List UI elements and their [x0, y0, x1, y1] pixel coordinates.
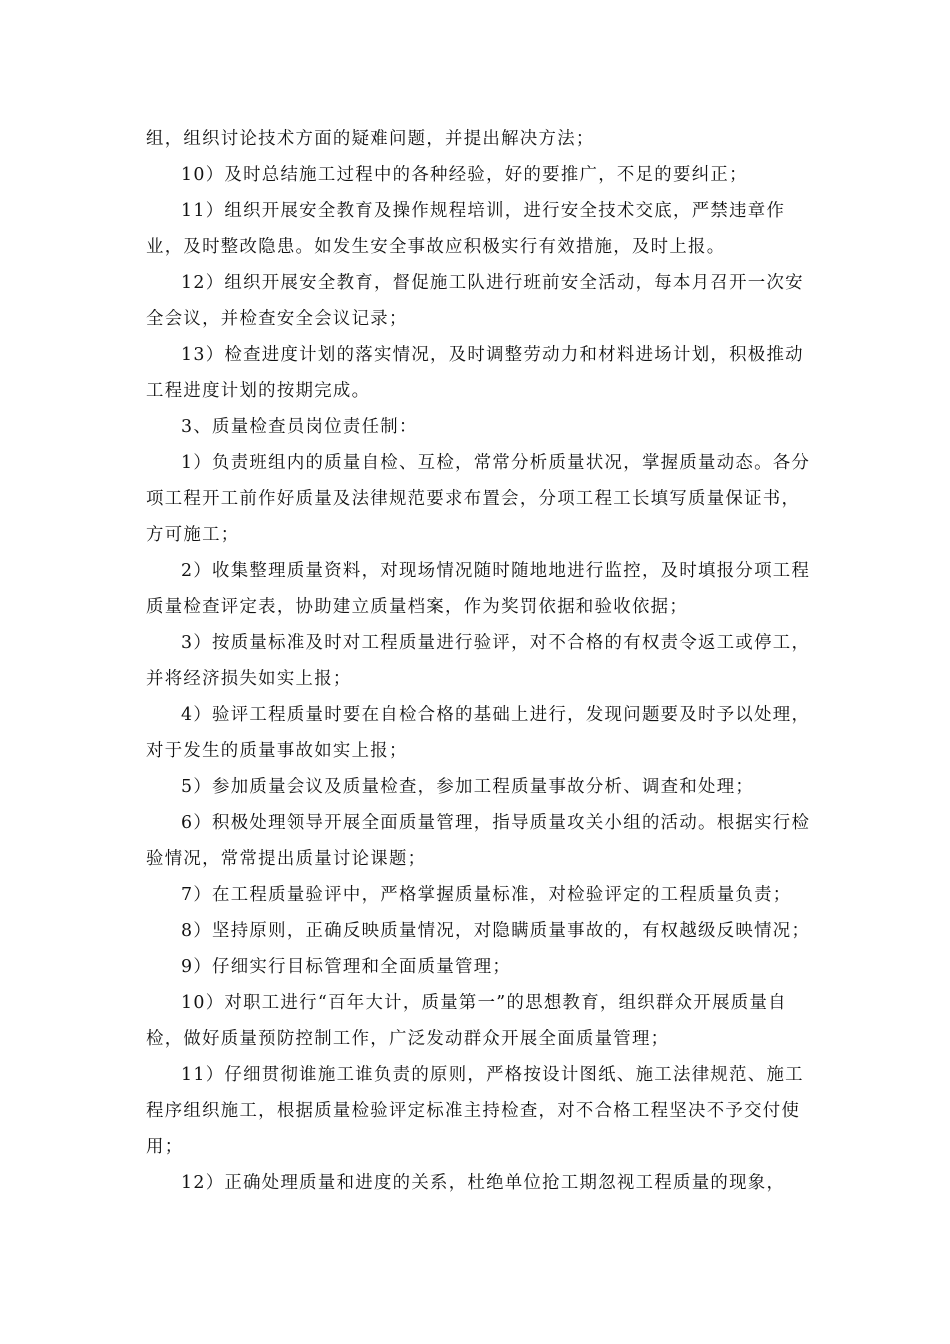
quality-item-1: 1）负责班组内的质量自检、互检，常常分析质量状况，掌握质量动态。各分项工程开工前作好质量及法律规范要求布置会，分项工程工长填写质量保证书，方可施工； [146, 453, 811, 545]
section-heading: 3、质量检查员岗位责任制： [181, 417, 418, 437]
quality-item-9: 9）仔细实行目标管理和全面质量管理； [181, 957, 512, 977]
quality-item-6: 6）积极处理领导开展全面质量管理，指导质量攻关小组的活动。根据实行检验情况，常常提出质量讨论课题； [146, 813, 811, 869]
quality-item-5: 5）参加质量会议及质量检查，参加工程质量事故分析、调查和处理； [181, 777, 755, 797]
quality-item-11: 11）仔细贯彻谁施工谁负责的原则，严格按设计图纸、施工法律规范、施工程序组织施工，根据质量检验评定标准主持检查，对不合格工程坚决不予交付使用； [146, 1065, 804, 1157]
paragraph-continuation: 组，组织讨论技术方面的疑难问题，并提出解决方法； [146, 129, 595, 149]
paragraph-item-12: 12）组织开展安全教育，督促施工队进行班前安全活动，每本月召开一次安全会议，并检查安全会议记录； [146, 273, 804, 329]
quality-item-2: 2）收集整理质量资料，对现场情况随时随地地进行监控，及时填报分项工程质量检查评定表，协助建立质量档案，作为奖罚依据和验收依据； [146, 561, 811, 617]
quality-item-10: 10）对职工进行“百年大计，质量第一”的思想教育，组织群众开展质量自检，做好质量预防控制工作，广泛发动群众开展全面质量管理； [146, 993, 787, 1049]
paragraph-item-10: 10）及时总结施工过程中的各种经验，好的要推广，不足的要纠正； [181, 165, 748, 185]
quality-item-4: 4）验评工程质量时要在自检合格的基础上进行，发现问题要及时予以处理，对于发生的质量事故如实上报； [146, 705, 811, 761]
document-body [146, 121, 818, 1201]
quality-item-3: 3）按质量标准及时对工程质量进行验评，对不合格的有权责令返工或停工，并将经济损失如实上报； [146, 633, 811, 689]
paragraph-item-13: 13）检查进度计划的落实情况，及时调整劳动力和材料进场计划，积极推动工程进度计划的按期完成。 [146, 345, 804, 401]
quality-item-8: 8）坚持原则，正确反映质量情况，对隐瞒质量事故的，有权越级反映情况； [181, 921, 811, 941]
quality-item-7: 7）在工程质量验评中，严格掌握质量标准，对检验评定的工程质量负责； [181, 885, 792, 905]
paragraph-item-11: 11）组织开展安全教育及操作规程培训，进行安全技术交底，严禁违章作业，及时整改隐患。如发生安全事故应积极实行有效措施，及时上报。 [146, 201, 786, 257]
quality-item-12: 12）正确处理质量和进度的关系，杜绝单位抢工期忽视工程质量的现象， [181, 1173, 786, 1193]
